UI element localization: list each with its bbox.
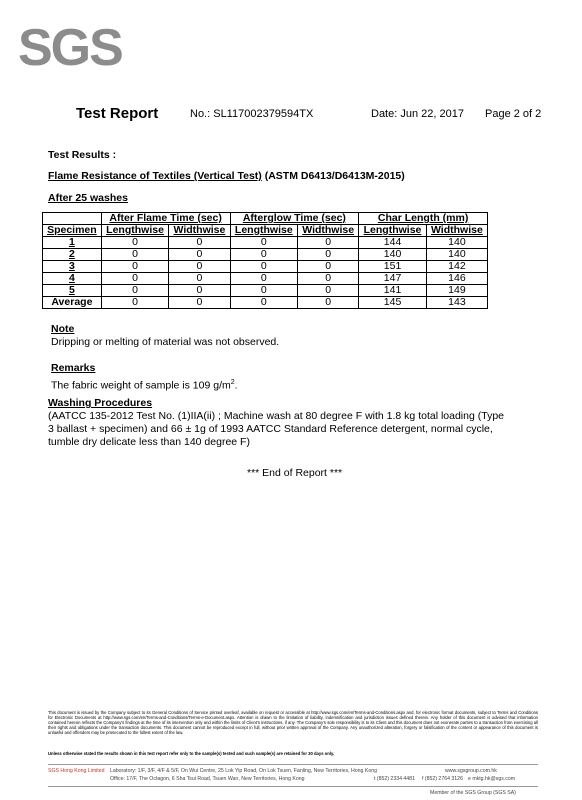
table-cell: 140 bbox=[426, 237, 487, 249]
table-cell: 147 bbox=[359, 273, 427, 285]
section-heading bbox=[48, 170, 405, 182]
table-cell: 0 bbox=[101, 297, 169, 309]
footer-web: www.sgsgroup.com.hk bbox=[445, 768, 497, 774]
specimen-cell: 2 bbox=[43, 249, 102, 261]
remarks-heading: Remarks bbox=[51, 362, 96, 374]
report-title: Test Report bbox=[76, 105, 159, 122]
footer-company: SGS Hong Kong Limited bbox=[48, 768, 105, 774]
washing-text: (AATCC 135-2012 Test No. (1)IIA(ii) ; Machine wash at 80 degree F with 1.8 kg total loading (Type 3 ballast + specimen) and 66 ± 1g of 1993 AATCC Standard Reference detergent, normal cycle, tumble dry delicate less than 140 degree F) bbox=[48, 410, 504, 448]
specimen-cell: Average bbox=[43, 297, 102, 309]
specimen-cell: 4 bbox=[43, 273, 102, 285]
table-cell: 0 bbox=[101, 285, 169, 297]
table-cell: 151 bbox=[359, 261, 427, 273]
remarks-body: The fabric weight of sample is 109 g/m bbox=[51, 379, 231, 392]
section-title: Flame Resistance of Textiles (Vertical Test) bbox=[48, 170, 262, 182]
column-header: Widthwise bbox=[298, 225, 359, 237]
section-standard: (ASTM D6413/D6413M-2015) bbox=[261, 170, 405, 182]
table-cell: 149 bbox=[426, 285, 487, 297]
table-cell: 0 bbox=[169, 285, 230, 297]
remarks-tail: . bbox=[234, 379, 238, 392]
column-header: Widthwise bbox=[169, 225, 230, 237]
table-cell: 0 bbox=[230, 249, 298, 261]
footer-divider-bottom bbox=[48, 786, 538, 787]
disclaimer-text: This document is issued by the Company subject to its General Conditions of Service printed overleaf, available on request or accessible at http://www.sgs.com/en/Terms-and-Conditions.aspx and, for electronic format documents, subject to Terms and Conditions for Electronic Documents at http://www.sgs.com/en/Terms-and-Conditions/Terms-e-Document.aspx. Attention is drawn to the limitation of liability, indemnification and jurisdiction issues defined therein. Any holder of this document is advised that information contained hereon reflects the Company's findings at the time of its intervention only and within the limits of Client's instructions, if any. The Company's sole responsibility is to its Client and this document does not exonerate parties to a transaction from exercising all their rights and obligations under the transaction documents. This document cannot be reproduced except in full, without prior written approval of the Company. Any unauthorized alteration, forgery or falsification of the content or appearance of this document is unlawful and offenders may be prosecuted to the fullest extent of the law. bbox=[48, 710, 538, 735]
table-cell: 144 bbox=[359, 237, 427, 249]
results-label: Test Results : bbox=[48, 149, 117, 161]
table-cell: 0 bbox=[230, 273, 298, 285]
column-header: Lengthwise bbox=[230, 225, 298, 237]
table-cell: 0 bbox=[169, 249, 230, 261]
footer-office: Office: 17/F, The Octagon, 6 Sha Tsui Road, Tsuen Wan, New Territories, Hong Kong bbox=[110, 776, 305, 782]
table-cell: 0 bbox=[230, 285, 298, 297]
table-cell: 0 bbox=[298, 261, 359, 273]
table-cell: 140 bbox=[426, 249, 487, 261]
group-char-length: Char Length (mm) bbox=[359, 213, 488, 225]
table-cell: 141 bbox=[359, 285, 427, 297]
page-number: Page 2 of 2 bbox=[485, 108, 542, 120]
note-heading: Note bbox=[51, 323, 75, 335]
specimen-cell: 5 bbox=[43, 285, 102, 297]
table-cell: 143 bbox=[426, 297, 487, 309]
table-cell: 146 bbox=[426, 273, 487, 285]
table-cell: 140 bbox=[359, 249, 427, 261]
specimen-cell: 3 bbox=[43, 261, 102, 273]
table-cell: 0 bbox=[298, 297, 359, 309]
table-row bbox=[43, 273, 488, 285]
footer-divider bbox=[48, 764, 538, 765]
column-header: Lengthwise bbox=[101, 225, 169, 237]
footer-tel: t (852) 2334 4481 bbox=[374, 776, 415, 782]
table-cell: 0 bbox=[101, 273, 169, 285]
table-cell: 0 bbox=[298, 249, 359, 261]
table-cell: 0 bbox=[298, 285, 359, 297]
footer-lab: Laboratory: 1/F, 3/F, 4/F & 5/F, On Wui Centre, 25 Lok Yip Road, On Lok Tsuen, Fanling, New Territories, Hong Kong bbox=[110, 768, 377, 774]
results-table bbox=[42, 212, 488, 309]
table-cell: 0 bbox=[101, 237, 169, 249]
table-cell: 0 bbox=[169, 273, 230, 285]
table-row bbox=[43, 285, 488, 297]
table-cell: 0 bbox=[230, 297, 298, 309]
table-cell: 0 bbox=[101, 249, 169, 261]
column-header: Specimen bbox=[43, 225, 102, 237]
table-row bbox=[43, 261, 488, 273]
remarks-text bbox=[51, 376, 238, 393]
table-cell: 0 bbox=[169, 261, 230, 273]
table-cell: 0 bbox=[230, 261, 298, 273]
group-after-flame: After Flame Time (sec) bbox=[101, 213, 230, 225]
footer-email: e mktg.hk@sgs.com bbox=[468, 776, 516, 782]
retention-text: Unless otherwise stated the results shown in this test report refer only to the sample(s) tested and such sample(s) are retained for 30 days only. bbox=[48, 751, 335, 756]
subsection-title: After 25 washes bbox=[48, 192, 128, 204]
sgs-logo: SGS bbox=[18, 19, 122, 77]
table-cell: 0 bbox=[298, 237, 359, 249]
footer-fax: f (852) 2764 3126 bbox=[422, 776, 463, 782]
footer-member: Member of the SGS Group (SGS SA) bbox=[430, 790, 516, 796]
report-number: No.: SL117002379594TX bbox=[190, 108, 314, 120]
washing-heading: Washing Procedures bbox=[48, 397, 153, 409]
column-header: Lengthwise bbox=[359, 225, 427, 237]
table-corner bbox=[43, 213, 102, 225]
table-cell: 0 bbox=[169, 297, 230, 309]
table-cell: 142 bbox=[426, 261, 487, 273]
table-cell: 0 bbox=[101, 261, 169, 273]
report-date: Date: Jun 22, 2017 bbox=[371, 108, 464, 120]
table-header-row bbox=[43, 225, 488, 237]
specimen-cell: 1 bbox=[43, 237, 102, 249]
table-cell: 0 bbox=[169, 237, 230, 249]
table-row-average bbox=[43, 297, 488, 309]
column-header: Widthwise bbox=[426, 225, 487, 237]
table-cell: 0 bbox=[298, 273, 359, 285]
table-group-row bbox=[43, 213, 488, 225]
table-row bbox=[43, 237, 488, 249]
group-afterglow: Afterglow Time (sec) bbox=[230, 213, 359, 225]
remarks-superscript: 2 bbox=[230, 379, 235, 386]
end-of-report: *** End of Report *** bbox=[247, 467, 343, 479]
note-text: Dripping or melting of material was not observed. bbox=[51, 336, 280, 348]
table-cell: 145 bbox=[359, 297, 427, 309]
table-cell: 0 bbox=[230, 237, 298, 249]
table-row bbox=[43, 249, 488, 261]
